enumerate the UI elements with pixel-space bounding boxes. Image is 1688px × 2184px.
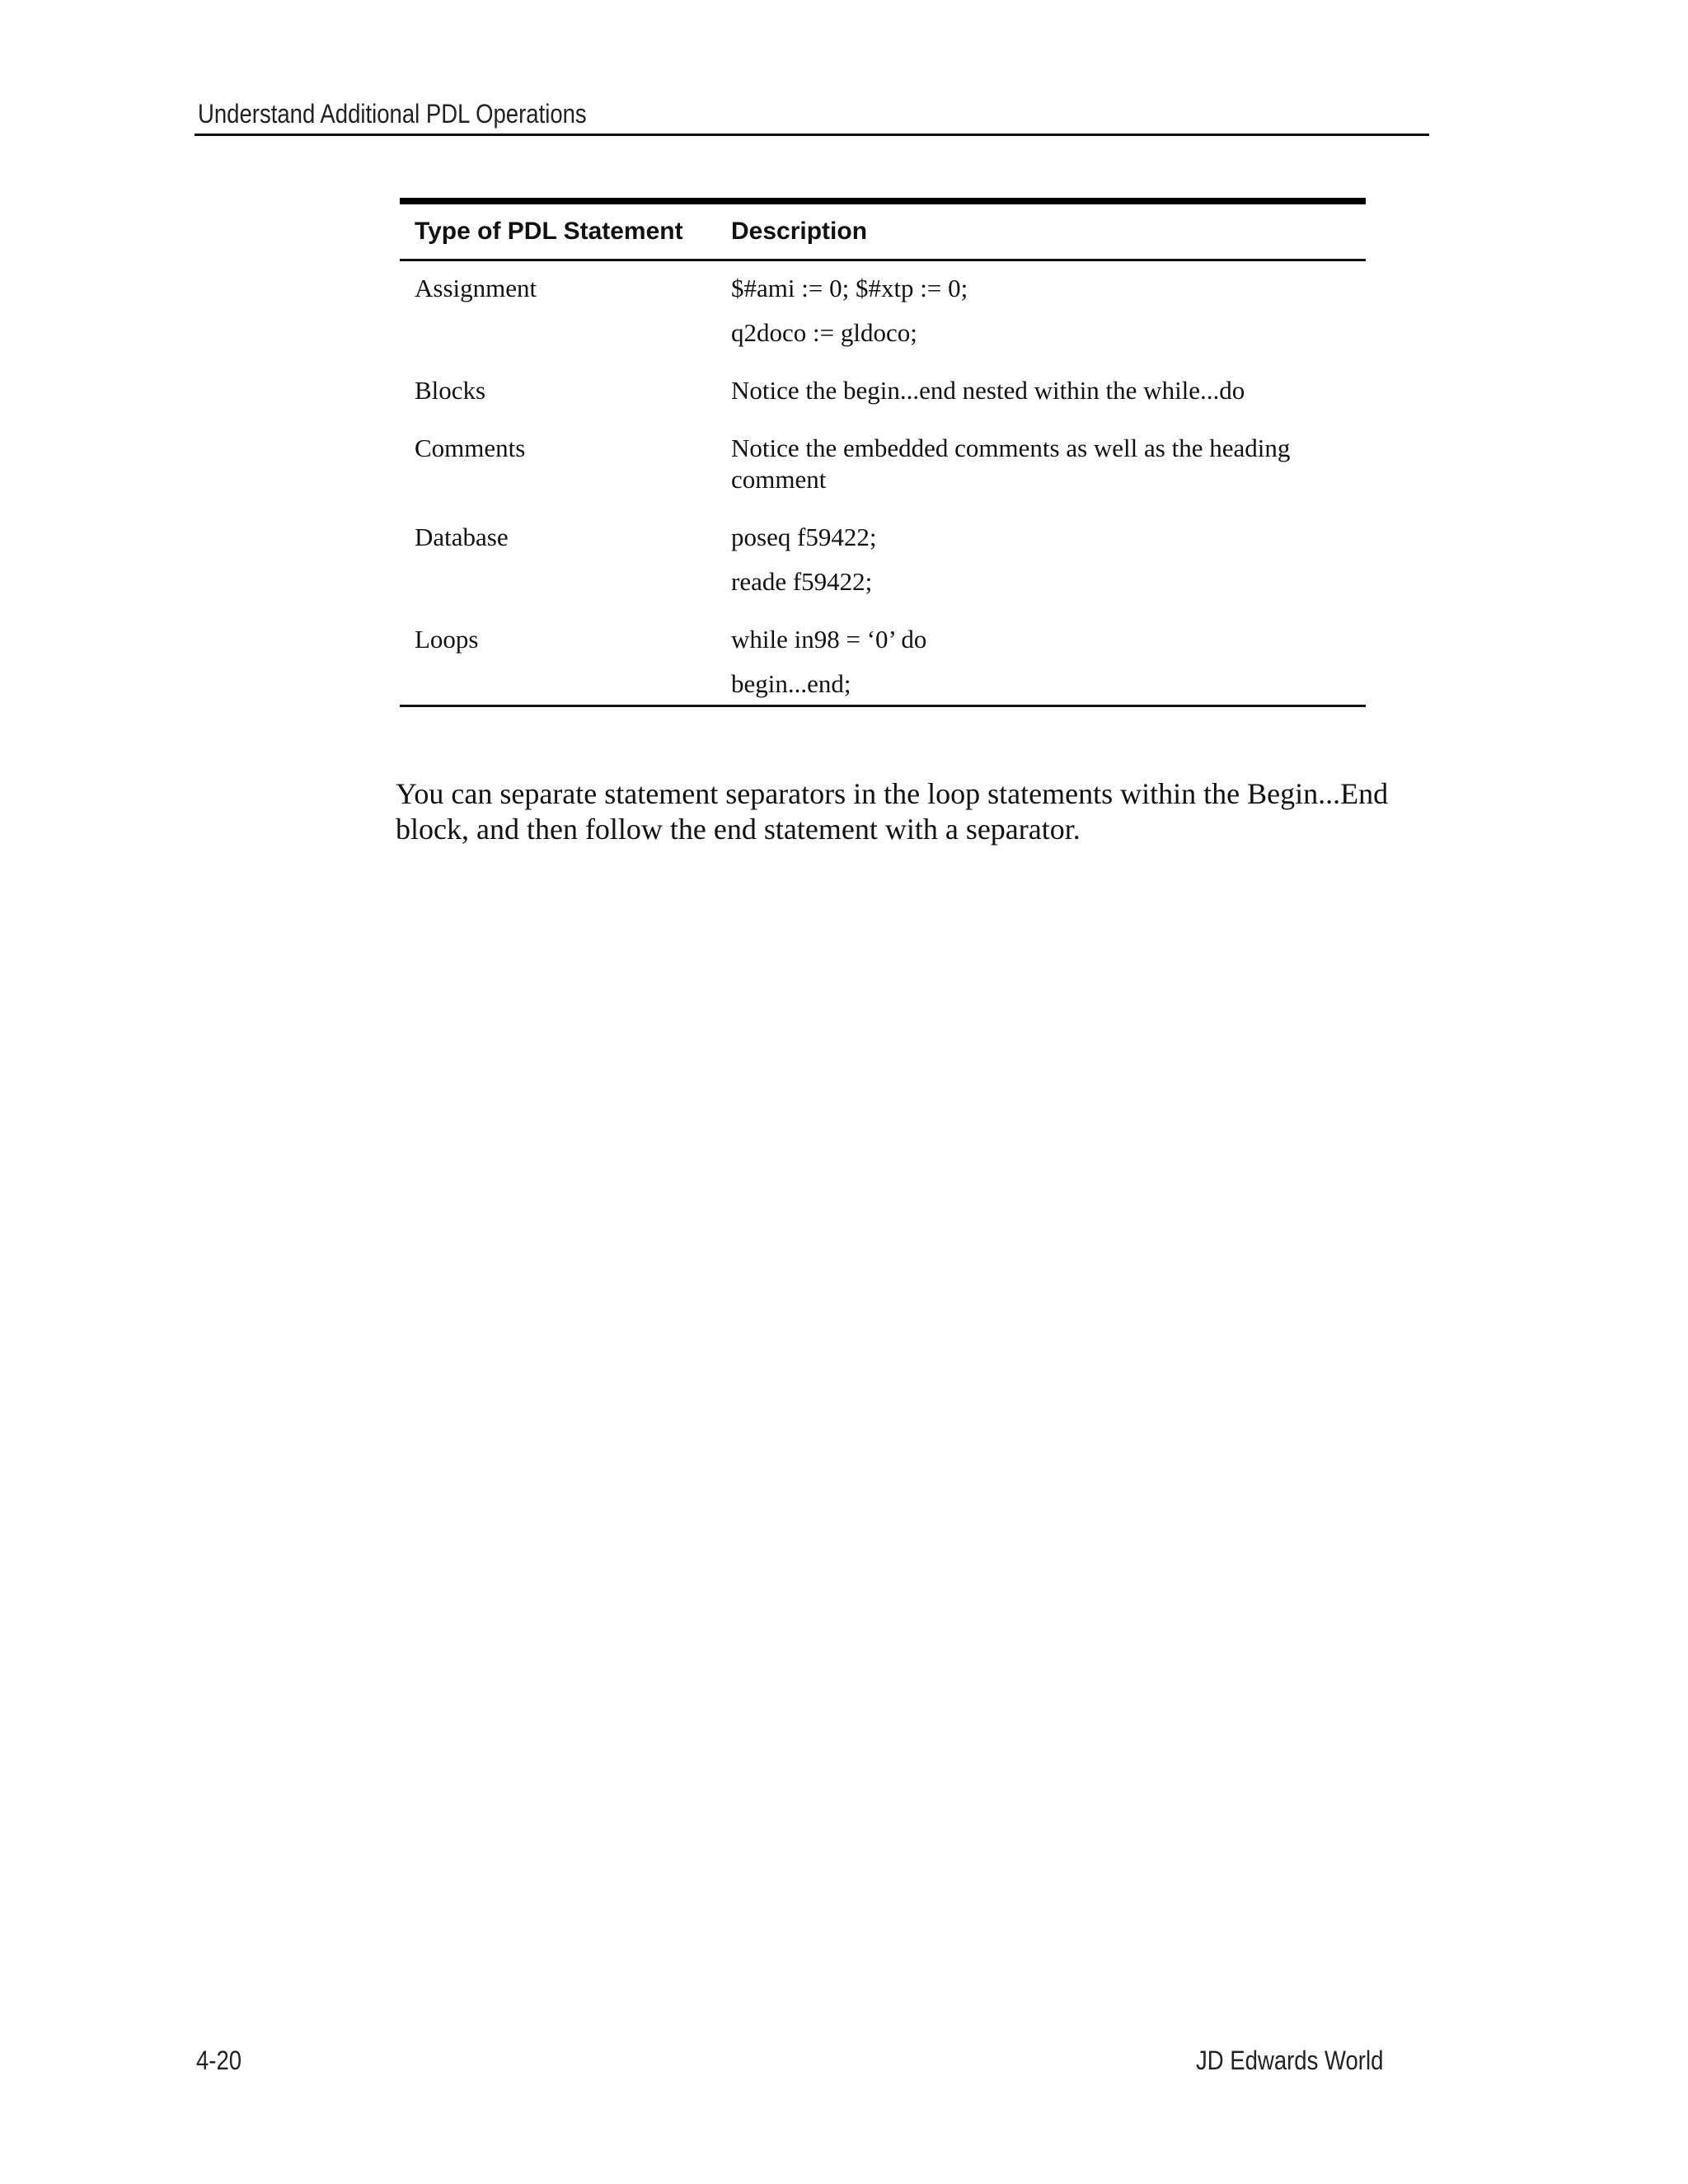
statement-description	[731, 375, 1366, 406]
description-line: begin...end;	[731, 669, 851, 698]
statement-type: Database	[415, 523, 509, 551]
description-line: q2doco := gldoco;	[731, 318, 917, 347]
statement-type: Assignment	[415, 274, 537, 302]
description-line: $#ami := 0; $#xtp := 0;	[731, 274, 968, 302]
running-header	[195, 97, 1429, 136]
statement-type: Comments	[415, 434, 526, 462]
table-top-rule	[400, 198, 1366, 204]
statement-type: Loops	[415, 625, 479, 654]
table-row-database	[400, 522, 1366, 598]
description-line: reade f59422;	[731, 567, 873, 596]
description-line: Notice the begin...end nested within the while...do	[731, 376, 1245, 405]
pdl-statement-table	[400, 198, 1366, 707]
footer-product-name: JD Edwards World	[1195, 2046, 1383, 2075]
description-line: poseq f59422;	[731, 523, 877, 551]
column-header-description: Description	[731, 218, 868, 245]
body-paragraph: You can separate statement separators in the loop statements within the Begin...End block, and then follow the end statement with a separator.	[396, 777, 1389, 846]
table-row-blocks	[400, 375, 1366, 406]
statement-type: Blocks	[415, 376, 486, 405]
table-row-assignment	[400, 273, 1366, 349]
statement-description	[731, 522, 1366, 598]
table-header-row	[400, 204, 1366, 261]
column-header-type: Type of PDL Statement	[415, 218, 683, 245]
table-row-comments	[400, 433, 1366, 495]
table-body	[400, 261, 1366, 707]
statement-description	[731, 273, 1366, 349]
running-header-title: Understand Additional PDL Operations	[198, 99, 587, 129]
statement-description	[731, 624, 1366, 700]
statement-description	[731, 433, 1366, 495]
page-number: 4-20	[196, 2046, 242, 2075]
description-line: while in98 = ‘0’ do	[731, 625, 927, 654]
description-line: Notice the embedded comments as well as the heading comment	[731, 434, 1291, 494]
table-row-loops	[400, 624, 1366, 700]
